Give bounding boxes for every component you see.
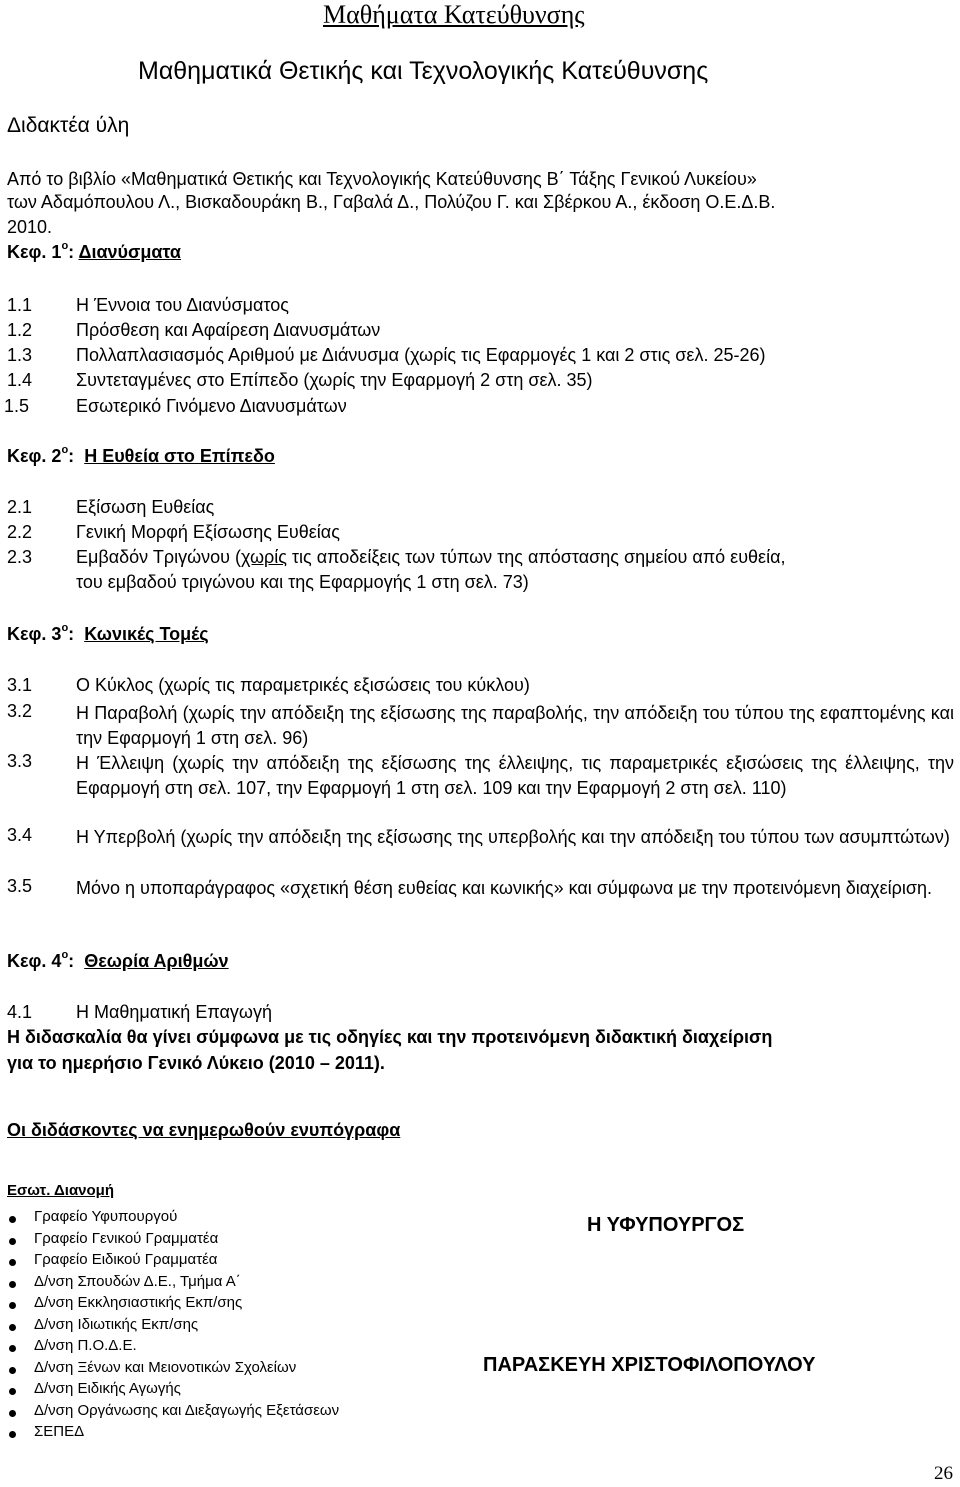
chapter-1-title: Διανύσματα [78, 242, 181, 262]
item-3-4-num: 3.4 [7, 825, 33, 845]
item-1-3-text: Πολλαπλασιασμός Αριθμού με Διάνυσμα (χωρίς τις Εφαρμογές 1 και 2 στις σελ. 25-26) [76, 345, 766, 365]
chapter-4-prefix: Κεφ. 4 [7, 951, 62, 971]
item-2-2-num: 2.2 [7, 522, 33, 542]
item-2-3-underlined: χωρίς [240, 547, 287, 567]
item-3-1-num: 3.1 [7, 675, 33, 695]
item-3-3-text: Η Έλλειψη (χωρίς την απόδειξη της εξίσωσης της έλλειψης, τις παραμετρικές εξισώσεις της έλλειψης, την Εφαρμογή στη σελ. 107, την Εφαρμογή 1 στη σελ. 109 και την Εφαρμογή 2 στη σελ. 110) [76, 753, 954, 798]
item-2-1-num: 2.1 [7, 497, 33, 517]
section-label: Διδακτέα ύλη [7, 114, 130, 137]
bullet-icon [9, 1324, 16, 1331]
chapter-3-heading [7, 624, 209, 645]
item-4-1-text: Η Μαθηματική Επαγωγή [76, 1002, 272, 1022]
item-2-3-text-cont: του εμβαδού τριγώνου και της Εφαρμογής 1 στη σελ. 73) [76, 572, 529, 592]
item-1-2-text: Πρόσθεση και Αφαίρεση Διανυσμάτων [76, 320, 381, 340]
item-3-1-text: Ο Κύκλος (χωρίς τις παραμετρικές εξισώσεις του κύκλου) [76, 675, 530, 695]
list-item-label: Δ/νση Ιδιωτικής Εκπ/σης [34, 1316, 199, 1333]
chapter-3-sup: ο [61, 622, 69, 634]
item-3-2-text: Η Παραβολή (χωρίς την απόδειξη της εξίσωσης της παραβολής, την απόδειξη του τύπου της εφαπτομένης και την Εφαρμογή 1 στη σελ. 96) [76, 703, 954, 748]
page-title: Μαθήματα Κατεύθυνσης [323, 0, 585, 29]
item-2-1-text: Εξίσωση Ευθείας [76, 497, 215, 517]
list-item-label: Δ/νση Εκκλησιαστικής Εκπ/σης [34, 1294, 243, 1311]
item-2-2-text: Γενική Μορφή Εξίσωσης Ευθείας [76, 522, 340, 542]
item-2-3-num: 2.3 [7, 547, 33, 567]
note-line-1: Η διδασκαλία θα γίνει σύμφωνα με τις οδηγίες και την προτεινόμενη διδακτική διαχείριση [7, 1027, 773, 1047]
item-2-3-part-a: Εμβαδόν Τριγώνου ( [76, 547, 241, 567]
bullet-icon [9, 1345, 16, 1352]
bullet-icon [9, 1388, 16, 1395]
note-line-2: για το ημερήσιο Γενικό Λύκειο (2010 – 2011). [7, 1053, 385, 1073]
chapter-3-prefix: Κεφ. 3 [7, 624, 62, 644]
item-1-5-text: Εσωτερικό Γινόμενο Διανυσμάτων [76, 396, 347, 416]
chapter-1-heading [7, 242, 181, 263]
item-1-3-num: 1.3 [7, 345, 33, 365]
list-item-label: Δ/νση Οργάνωσης και Διεξαγωγής Εξετάσεων [34, 1402, 340, 1419]
list-item-label: Δ/νση Ειδικής Αγωγής [34, 1380, 181, 1397]
list-item-label: Γραφείο Ειδικού Γραμματέα [34, 1251, 218, 1268]
item-1-4-num: 1.4 [7, 370, 33, 390]
list-item-label: Δ/νση Ξένων και Μειονοτικών Σχολείων [34, 1359, 297, 1376]
chapter-1-prefix: Κεφ. 1 [7, 242, 62, 262]
list-item-label: Δ/νση Σπουδών Δ.Ε., Τμήμα Α΄ [34, 1273, 241, 1290]
item-3-4-text: Η Υπερβολή (χωρίς την απόδειξη της εξίσωσης της υπερβολής και την απόδειξη του τύπου των ασυμπτώτων) [76, 827, 950, 847]
item-3-5-text: Μόνο η υποπαράγραφος «σχετική θέση ευθείας και κωνικής» και σύμφωνα με την προτεινόμενη διαχείριση. [76, 878, 932, 898]
teachers-notice: Οι διδάσκοντες να ενημερωθούν ενυπόγραφα [7, 1120, 401, 1140]
bullet-icon [9, 1431, 16, 1438]
page-number: 26 [934, 1463, 953, 1484]
chapter-3-title: Κωνικές Τομές [84, 624, 209, 644]
distribution-label: Εσωτ. Διανομή [7, 1182, 115, 1199]
chapter-4-title: Θεωρία Αριθμών [84, 951, 229, 971]
chapter-4-heading [7, 951, 229, 972]
item-1-4-text: Συντεταγμένες στο Επίπεδο (χωρίς την Εφαρμογή 2 στη σελ. 35) [76, 370, 593, 390]
item-3-3-num: 3.3 [7, 751, 33, 771]
chapter-4-colon: : [68, 951, 75, 971]
intro-line-3: 2010. [7, 217, 53, 237]
chapter-2-colon: : [68, 446, 75, 466]
bullet-icon [9, 1302, 16, 1309]
intro-line-1: Από το βιβλίο «Μαθηματικά Θετικής και Τεχνολογικής Κατεύθυνσης Β΄ Τάξης Γενικού Λυκείου» [7, 169, 757, 189]
item-1-2-num: 1.2 [7, 320, 33, 340]
chapter-2-title: Η Ευθεία στο Επίπεδο [84, 446, 275, 466]
item-3-5-num: 3.5 [7, 876, 33, 896]
page-subtitle: Μαθηματικά Θετικής και Τεχνολογικής Κατεύθυνσης [138, 57, 709, 85]
chapter-2-sup: ο [61, 444, 69, 456]
chapter-2-heading [7, 446, 275, 467]
chapter-3-colon: : [68, 624, 75, 644]
bullet-icon [9, 1216, 16, 1223]
item-2-3-text [76, 547, 786, 568]
signature-name: ΠΑΡΑΣΚΕΥΗ ΧΡΙΣΤΟΦΙΛΟΠΟΥΛΟΥ [483, 1354, 816, 1376]
bullet-icon [9, 1238, 16, 1245]
chapter-1-sup: ο [61, 240, 69, 252]
list-item-label: Γραφείο Γενικού Γραμματέα [34, 1230, 219, 1247]
bullet-icon [9, 1281, 16, 1288]
chapter-2-prefix: Κεφ. 2 [7, 446, 62, 466]
item-3-2-num: 3.2 [7, 701, 33, 721]
list-item-label: Γραφείο Υφυπουργού [34, 1208, 178, 1225]
item-2-3-part-b: τις αποδείξεις των τύπων της απόστασης σημείου από ευθεία, [286, 547, 786, 567]
list-item-label: Δ/νση Π.Ο.Δ.Ε. [34, 1337, 137, 1354]
item-1-1-num: 1.1 [7, 295, 33, 315]
item-1-5-num: 1.5 [4, 396, 30, 416]
signature-role: Η ΥΦΥΠΟΥΡΓΟΣ [587, 1214, 745, 1236]
item-1-1-text: Η Έννοια του Διανύσματος [76, 295, 289, 315]
item-4-1-num: 4.1 [7, 1002, 33, 1022]
list-item-label: ΣΕΠΕΔ [34, 1423, 85, 1440]
bullet-icon [9, 1259, 16, 1266]
intro-line-2: των Αδαμόπουλου Λ., Βισκαδουράκη Β., Γαβαλά Δ., Πολύζου Γ. και Σβέρκου Α., έκδοση Ο.Ε.Δ.Β. [7, 192, 776, 212]
chapter-1-colon: : [68, 242, 75, 262]
chapter-4-sup: ο [61, 949, 69, 961]
bullet-icon [9, 1367, 16, 1374]
bullet-icon [9, 1410, 16, 1417]
